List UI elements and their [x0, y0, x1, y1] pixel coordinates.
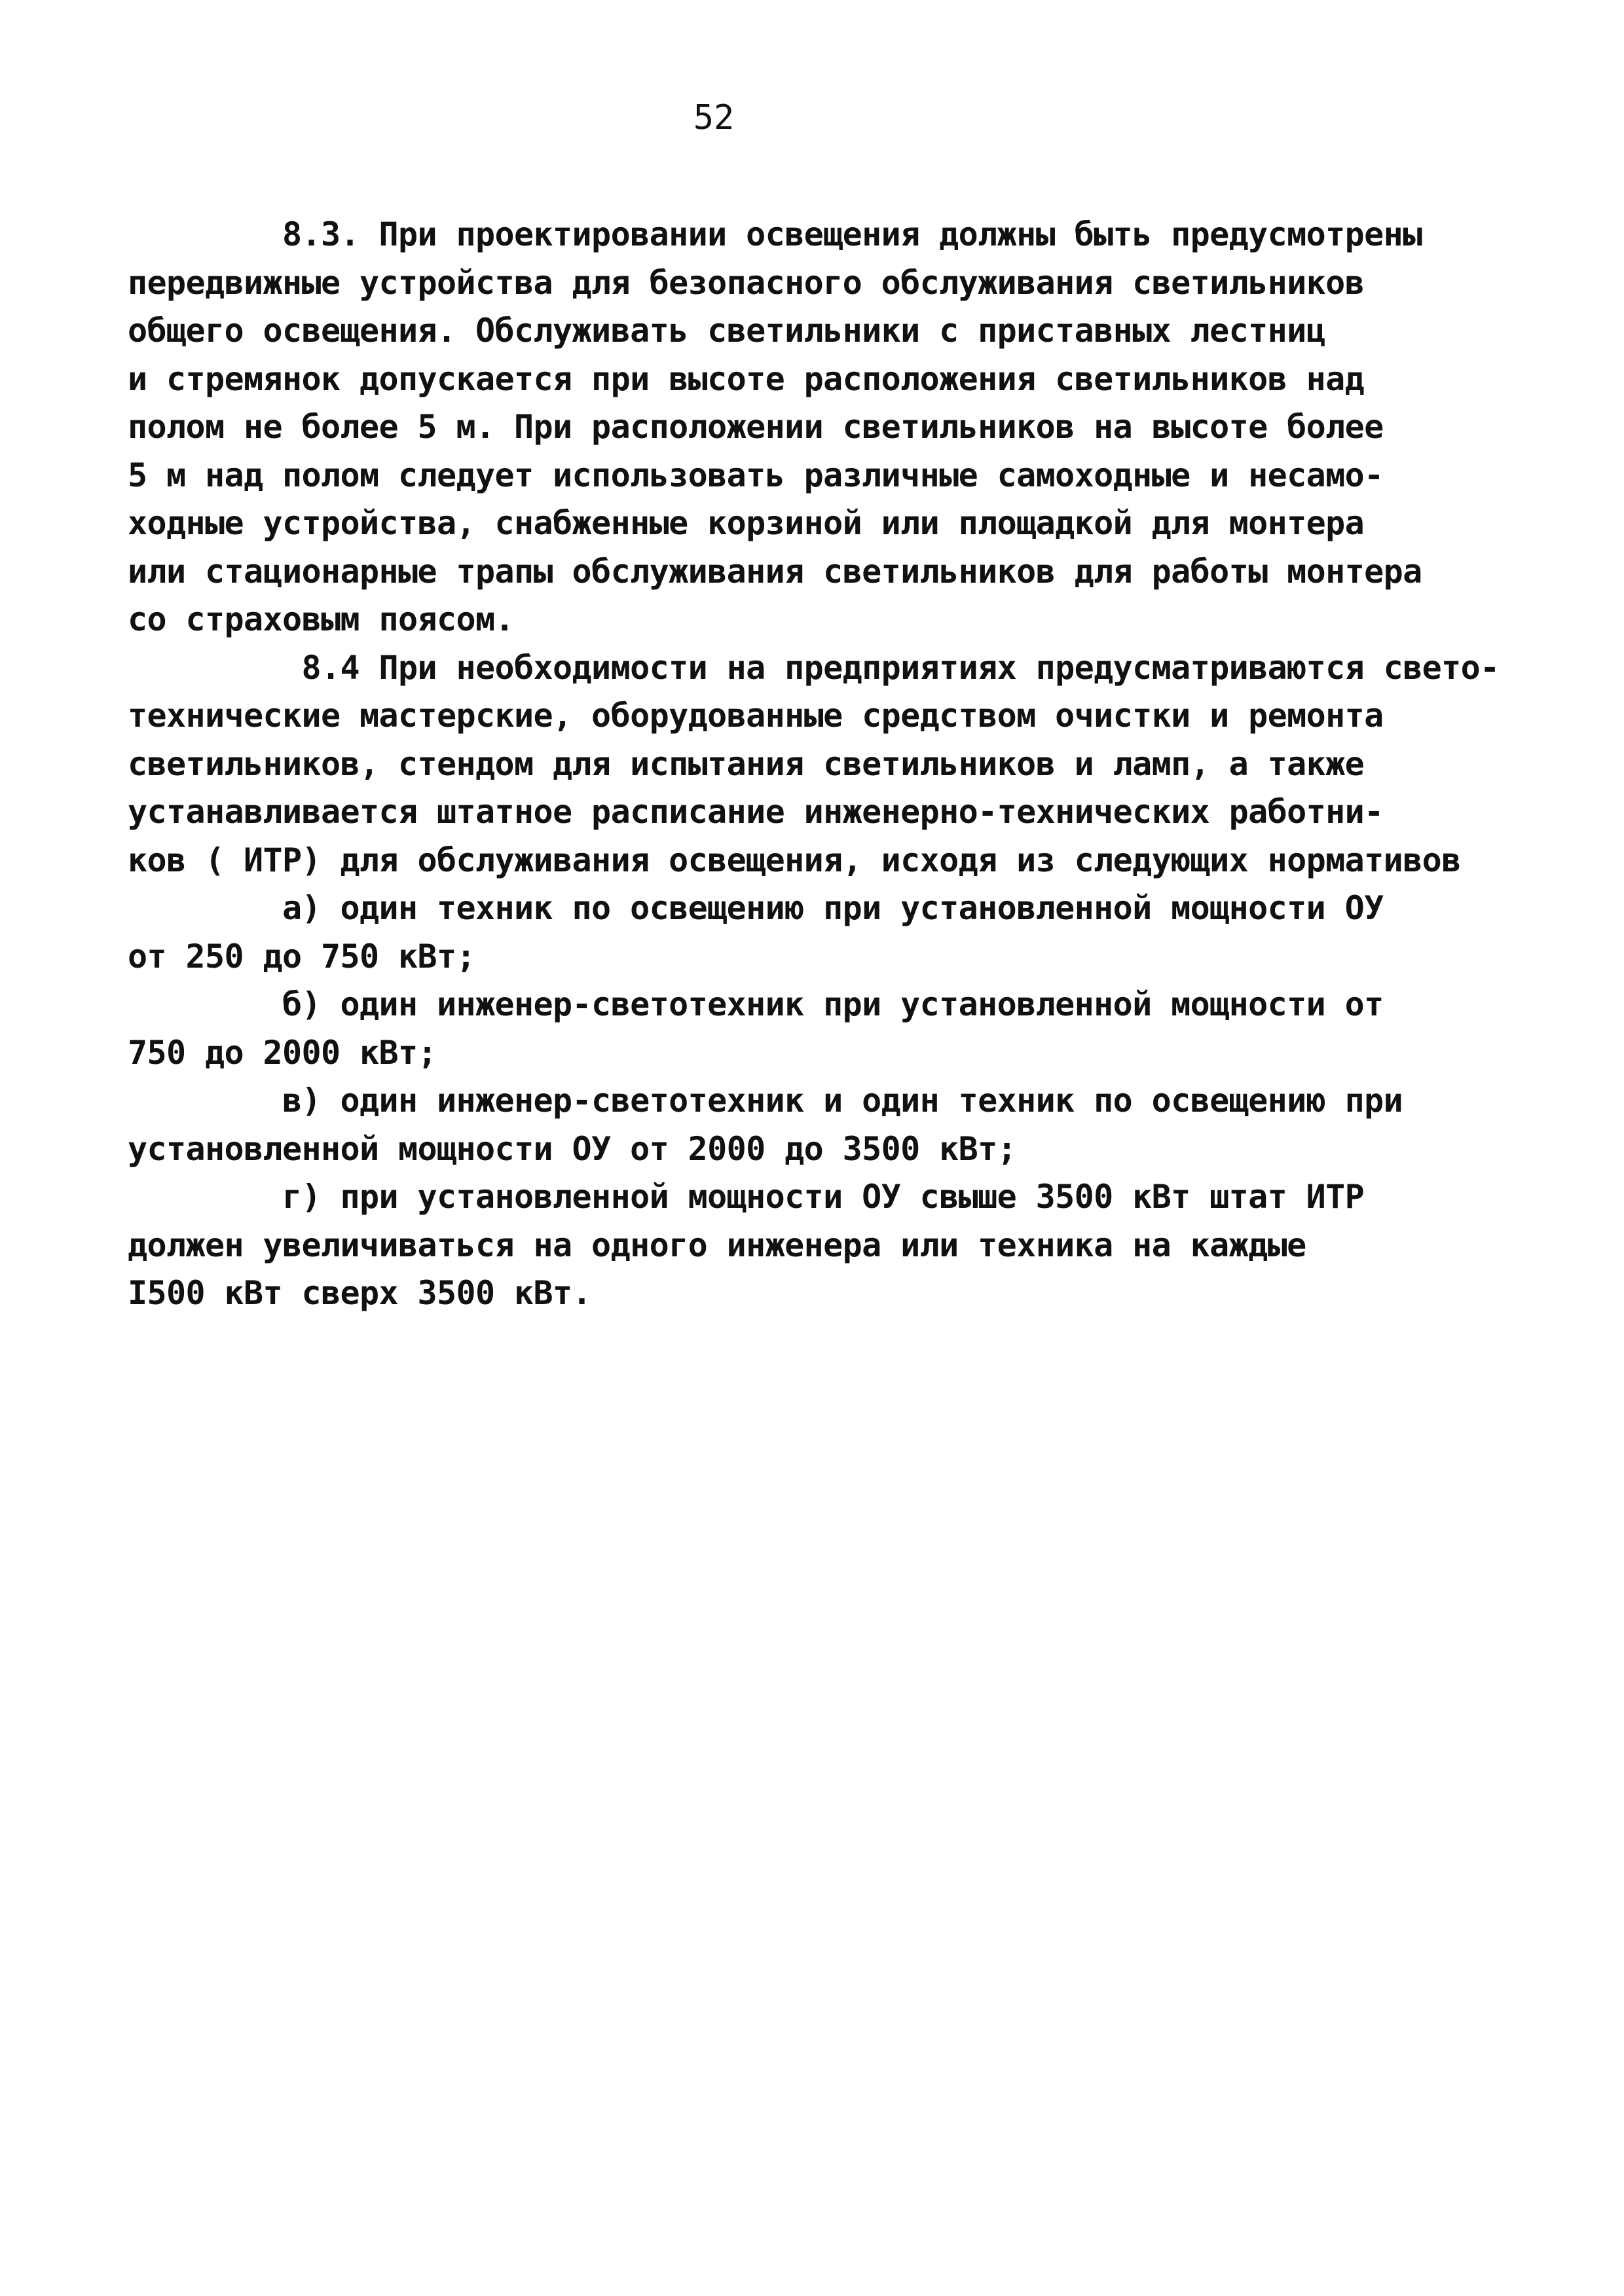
- text-line: передвижные устройства для безопасного обслуживания светильников: [128, 263, 1365, 302]
- text-line: светильников, стендом для испытания светильников и ламп, а также: [128, 744, 1365, 783]
- text-line: а) один техник по освещению при установленной мощности ОУ: [128, 889, 1384, 927]
- text-line: со страховым поясом.: [128, 600, 515, 638]
- text-line: г) при установленной мощности ОУ свыше 3500 кВт штат ИТР: [128, 1178, 1365, 1216]
- text-line: 750 до 2000 кВт;: [128, 1033, 437, 1072]
- text-line: установленной мощности ОУ от 2000 до 3500 кВт;: [128, 1129, 1017, 1168]
- text-line: I500 кВт сверх 3500 кВт.: [128, 1274, 592, 1312]
- text-line: и стремянок допускается при высоте расположения светильников над: [128, 359, 1365, 398]
- text-line: общего освещения. Обслуживать светильники с приставных лестниц: [128, 312, 1326, 350]
- text-line: от 250 до 750 кВт;: [128, 937, 476, 975]
- page-number: 52: [693, 98, 735, 137]
- text-line: 8.3. При проектировании освещения должны быть предусмотрены: [128, 215, 1422, 253]
- text-line: устанавливается штатное расписание инженерно-технических работни-: [128, 793, 1384, 831]
- text-line: полом не более 5 м. При расположении светильников на высоте более: [128, 408, 1384, 446]
- text-line: ходные устройства, снабженные корзиной или площадкой для монтера: [128, 504, 1365, 542]
- text-line: 8.4 При необходимости на предприятиях предусматриваются свето-: [128, 648, 1500, 687]
- document-body: [128, 211, 1536, 1318]
- text-line: в) один инженер-светотехник и один техник по освещению при: [128, 1082, 1403, 1120]
- text-line: 5 м над полом следует использовать различные самоходные и несамо-: [128, 456, 1384, 494]
- text-line: должен увеличиваться на одного инженера или техника на каждые: [128, 1226, 1306, 1264]
- text-line: б) один инженер-светотехник при установленной мощности от: [128, 985, 1384, 1023]
- text-line: или стационарные трапы обслуживания светильников для работы монтера: [128, 552, 1422, 591]
- text-line: ков ( ИТР) для обслуживания освещения, исходя из следующих нормативов: [128, 841, 1461, 879]
- text-line: технические мастерские, оборудованные средством очистки и ремонта: [128, 697, 1384, 735]
